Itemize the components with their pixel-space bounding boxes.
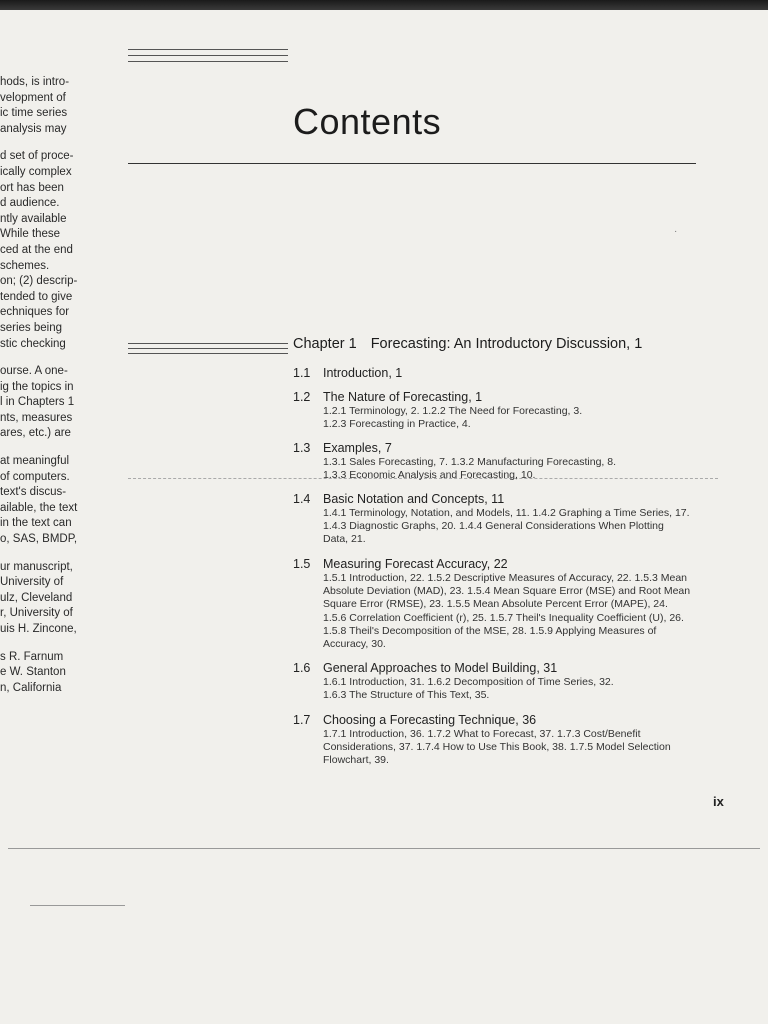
- subsection-list: [323, 572, 733, 651]
- section-number: 1.4: [293, 492, 311, 506]
- facing-gap: [0, 442, 95, 454]
- subsection-line: 1.3.1 Sales Forecasting, 7. 1.3.2 Manufacturing Forecasting, 8.: [323, 456, 616, 468]
- facing-line: n, California: [0, 681, 62, 694]
- toc-section: [293, 491, 733, 547]
- facing-line: uis H. Zincone,: [0, 623, 77, 635]
- subsection-line: 1.3.3 Economic Analysis and Forecasting, 10.: [323, 469, 536, 482]
- subsection-line: Data, 21.: [323, 533, 366, 546]
- facing-line: series being: [0, 321, 63, 334]
- facing-line: r, University of: [0, 607, 73, 620]
- toc-section: [293, 556, 733, 651]
- scan-speck: ·: [674, 226, 678, 237]
- header-rule-3: [128, 61, 288, 62]
- subsection-line: 1.5.6 Correlation Coefficient (r), 25. 1.5.7 Theil's Inequality Coefficient (U), 26.: [323, 611, 684, 624]
- subsection-line: Accuracy, 30.: [323, 638, 386, 651]
- facing-gap: [0, 638, 95, 650]
- facing-gap: [0, 137, 95, 149]
- toc-section: [293, 365, 733, 381]
- facing-line: s R. Farnum: [0, 650, 64, 663]
- section-page: 31: [543, 661, 558, 675]
- facing-line: ares, etc.) are: [0, 427, 71, 440]
- subsection-line: Flowchart, 39.: [323, 754, 389, 767]
- facing-line: e W. Stanton: [0, 666, 66, 679]
- chapter-rule-3: [128, 353, 288, 354]
- facing-line: ntly available: [0, 212, 67, 225]
- facing-line: While these: [0, 228, 61, 241]
- footer-rule-2: [30, 905, 125, 906]
- section-page: 1: [395, 366, 403, 380]
- section-page: 36: [522, 713, 537, 727]
- section-number: 1.1: [293, 366, 311, 380]
- facing-line: on; (2) descrip-: [0, 275, 78, 288]
- section-title: Choosing a Forecasting Technique,: [323, 713, 519, 727]
- subsection-list: [323, 728, 733, 768]
- facing-line: d audience.: [0, 197, 60, 210]
- facing-line: ic time series: [0, 107, 68, 120]
- subsection-line: 1.6.3 The Structure of This Text, 35.: [323, 689, 490, 702]
- section-title: Measuring Forecast Accuracy,: [323, 557, 491, 571]
- section-number: 1.6: [293, 661, 311, 675]
- facing-line: velopment of: [0, 91, 66, 104]
- facing-line: schemes.: [0, 259, 50, 272]
- facing-line: tended to give: [0, 290, 73, 303]
- subsection-list: [323, 405, 733, 431]
- facing-line: hods, is intro-: [0, 76, 70, 88]
- section-number: 1.2: [293, 390, 311, 404]
- subsection-line: 1.5.1 Introduction, 22. 1.5.2 Descriptive Measures of Accuracy, 22. 1.5.3 Mean: [323, 572, 688, 584]
- page-title: Contents: [293, 101, 442, 142]
- chapter-label: Chapter 1: [293, 336, 357, 352]
- subsection-list: [323, 676, 733, 702]
- subsection-line: Square Error (RMSE), 23. 1.5.5 Mean Absolute Percent Error (MAPE), 24.: [323, 598, 668, 611]
- facing-line: ulz, Cleveland: [0, 591, 73, 604]
- subsection-line: 1.4.3 Diagnostic Graphs, 20. 1.4.4 General Considerations When Plotting: [323, 520, 664, 533]
- section-heading: [293, 712, 733, 728]
- subsection-line: 1.7.1 Introduction, 36. 1.7.2 What to Forecast, 37. 1.7.3 Cost/Benefit: [323, 728, 641, 740]
- header-rule-2: [128, 55, 288, 56]
- subsection-line: 1.4.1 Terminology, Notation, and Models, 11. 1.4.2 Graphing a Time Series, 17.: [323, 507, 690, 519]
- facing-line: ig the topics in: [0, 380, 74, 393]
- section-heading: [293, 491, 733, 507]
- facing-gap: [0, 548, 95, 560]
- title-rule: [128, 163, 696, 164]
- facing-line: University of: [0, 576, 64, 589]
- toc-section: [293, 660, 733, 702]
- section-page: 7: [384, 441, 392, 455]
- facing-line: nts, measures: [0, 411, 73, 424]
- section-title: Examples,: [323, 441, 382, 455]
- subsection-line: 1.2.1 Terminology, 2. 1.2.2 The Need for Forecasting, 3.: [323, 405, 583, 417]
- chapter-rule-1: [128, 343, 288, 344]
- facing-line: ically complex: [0, 165, 72, 178]
- section-heading: [293, 660, 733, 676]
- section-page: 22: [493, 557, 508, 571]
- section-page: 1: [475, 390, 483, 404]
- section-number: 1.5: [293, 557, 311, 571]
- facing-line: of computers.: [0, 470, 70, 483]
- toc-section: [293, 389, 733, 431]
- facing-line: l in Chapters 1: [0, 396, 75, 409]
- toc-section: [293, 712, 733, 768]
- facing-line: o, SAS, BMDP,: [0, 533, 78, 546]
- chapter-rule-2: [128, 348, 288, 349]
- subsection-list: [323, 456, 733, 482]
- facing-page-text: [0, 75, 95, 696]
- page-number: ix: [713, 794, 724, 809]
- subsection-list: [323, 507, 733, 547]
- facing-line: d set of proce-: [0, 150, 74, 163]
- subsection-line: Considerations, 37. 1.7.4 How to Use This Book, 38. 1.7.5 Model Selection: [323, 741, 671, 754]
- toc-section: [293, 440, 733, 482]
- subsection-line: 1.6.1 Introduction, 31. 1.6.2 Decomposition of Time Series, 32.: [323, 676, 614, 688]
- section-title: The Nature of Forecasting,: [323, 390, 472, 404]
- facing-line: echniques for: [0, 306, 70, 319]
- chapter-title: Forecasting: An Introductory Discussion, 1: [370, 336, 643, 352]
- subsection-line: Absolute Deviation (MAD), 23. 1.5.4 Mean Square Error (MSE) and Root Mean: [323, 585, 691, 598]
- section-page: 11: [491, 492, 505, 506]
- facing-line: ailable, the text: [0, 501, 78, 514]
- section-number: 1.3: [293, 441, 311, 455]
- facing-line: stic checking: [0, 337, 66, 350]
- footer-rule-1: [8, 848, 760, 849]
- header-rule-1: [128, 49, 288, 50]
- facing-line: ur manuscript,: [0, 560, 73, 573]
- section-title: Introduction,: [323, 366, 392, 380]
- facing-line: at meaningful: [0, 455, 70, 468]
- facing-line: in the text can: [0, 517, 72, 530]
- facing-line: ced at the end: [0, 243, 73, 256]
- facing-line: ourse. A one-: [0, 365, 68, 378]
- facing-line: analysis may: [0, 122, 67, 135]
- subsection-line: 1.5.8 Theil's Decomposition of the MSE, 28. 1.5.9 Applying Measures of: [323, 624, 657, 637]
- facing-gap: [0, 352, 95, 364]
- facing-line: text's discus-: [0, 486, 67, 499]
- section-title: Basic Notation and Concepts,: [323, 492, 488, 506]
- section-title: General Approaches to Model Building,: [323, 661, 540, 675]
- facing-line: ort has been: [0, 181, 64, 194]
- subsection-line: 1.2.3 Forecasting in Practice, 4.: [323, 418, 471, 431]
- section-heading: [293, 440, 733, 456]
- section-number: 1.7: [293, 713, 311, 727]
- section-heading: [293, 365, 733, 381]
- scan-top-edge: [0, 0, 768, 10]
- section-heading: [293, 556, 733, 572]
- chapter-heading: [293, 336, 642, 352]
- section-heading: [293, 389, 733, 405]
